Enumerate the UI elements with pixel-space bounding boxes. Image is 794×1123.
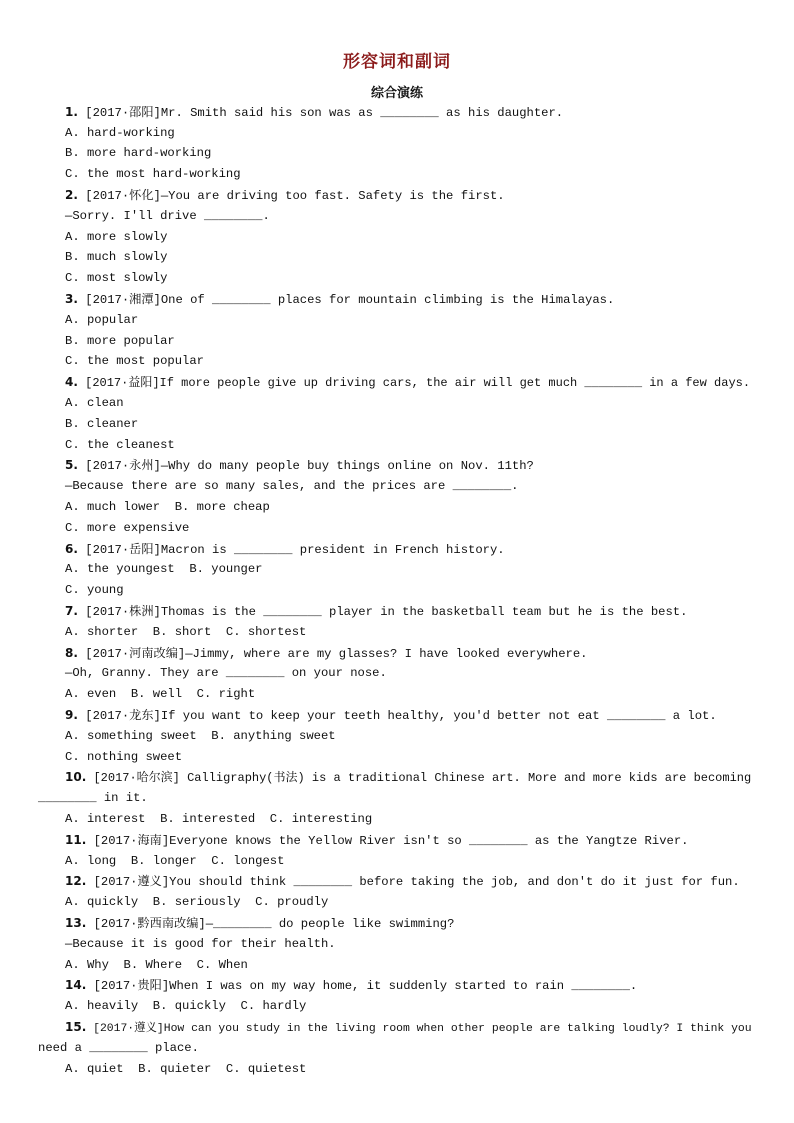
question-2-reply: —Sorry. I'll drive ________. — [65, 209, 270, 223]
question-14-stem: 14. [2017·贵阳]When I was on my way home, it suddenly started to rain ________. — [65, 978, 638, 993]
question-1-option: A. hard-working — [65, 126, 175, 140]
question-14-option: A. heavily B. quickly C. hardly — [65, 999, 307, 1013]
question-8-option: A. even B. well C. right — [65, 687, 256, 701]
question-2-option: B. much slowly — [65, 250, 168, 264]
question-1-option: B. more hard-working — [65, 146, 212, 160]
question-6-option: C. young — [65, 583, 124, 597]
question-10-continuation: ________ in it. — [38, 791, 148, 805]
question-13-reply: —Because it is good for their health. — [65, 937, 336, 951]
question-5-reply: —Because there are so many sales, and the prices are ________. — [65, 479, 519, 493]
question-5-stem: 5. [2017·永州]—Why do many people buy things online on Nov. 11th? — [65, 458, 534, 473]
section-subtitle: 综合演练 — [370, 86, 423, 101]
question-8-reply: —Oh, Granny. They are ________ on your nose. — [65, 666, 387, 680]
question-5-option: C. more expensive — [65, 521, 190, 535]
question-10-stem: 10. [2017·哈尔滨] Calligraphy(书法) is a traditional Chinese art. More and more kids are becoming — [65, 770, 752, 785]
question-6-option: A. the youngest B. younger — [65, 562, 263, 576]
question-3-option: A. popular — [65, 313, 139, 327]
question-2-option: C. most slowly — [65, 271, 168, 285]
question-13-stem: 13. [2017·黔西南改编]—________ do people like swimming? — [65, 916, 455, 931]
question-8-stem: 8. [2017·河南改编]—Jimmy, where are my glasses? I have looked everywhere. — [65, 646, 588, 661]
question-2-stem: 2. [2017·怀化]—You are driving too fast. Safety is the first. — [65, 188, 505, 203]
question-11-stem: 11. [2017·海南]Everyone knows the Yellow River isn't so ________ as the Yangtze River. — [65, 833, 689, 848]
question-15-stem: 15. [2017·遵义]How can you study in the living room when other people are talking loudly? I think you — [65, 1020, 752, 1035]
question-15-continuation: need a ________ place. — [38, 1041, 199, 1055]
question-7-option: A. shorter B. short C. shortest — [65, 625, 307, 639]
question-1-option: C. the most hard-working — [65, 167, 241, 181]
question-11-option: A. long B. longer C. longest — [65, 854, 285, 868]
question-3-option: B. more popular — [65, 334, 175, 348]
question-4-stem: 4. [2017·益阳]If more people give up driving cars, the air will get much ________ in a few days. — [65, 375, 751, 390]
question-3-option: C. the most popular — [65, 354, 204, 368]
question-13-option: A. Why B. Where C. When — [65, 958, 248, 972]
question-15-option: A. quiet B. quieter C. quietest — [65, 1062, 307, 1076]
question-1-stem: 1. [2017·邵阳]Mr. Smith said his son was as ________ as his daughter. — [65, 105, 564, 120]
question-6-stem: 6. [2017·岳阳]Macron is ________ president in French history. — [65, 542, 505, 557]
question-10-option: A. interest B. interested C. interesting — [65, 812, 373, 826]
question-4-option: B. cleaner — [65, 417, 139, 431]
question-9-option: A. something sweet B. anything sweet — [65, 729, 336, 743]
question-9-option: C. nothing sweet — [65, 750, 183, 764]
question-12-stem: 12. [2017·遵义]You should think ________ before taking the job, and don't do it just for fun. — [65, 874, 740, 889]
question-2-option: A. more slowly — [65, 230, 168, 244]
question-4-option: A. clean — [65, 396, 124, 410]
question-9-stem: 9. [2017·龙东]If you want to keep your teeth healthy, you'd better not eat ________ a lot. — [65, 708, 717, 723]
question-12-option: A. quickly B. seriously C. proudly — [65, 895, 329, 909]
question-5-option: A. much lower B. more cheap — [65, 500, 270, 514]
question-7-stem: 7. [2017·株洲]Thomas is the ________ player in the basketball team but he is the best. — [65, 604, 688, 619]
question-4-option: C. the cleanest — [65, 438, 175, 452]
page-title: 形容词和副词 — [343, 52, 451, 72]
question-3-stem: 3. [2017·湘潭]One of ________ places for mountain climbing is the Himalayas. — [65, 292, 615, 307]
